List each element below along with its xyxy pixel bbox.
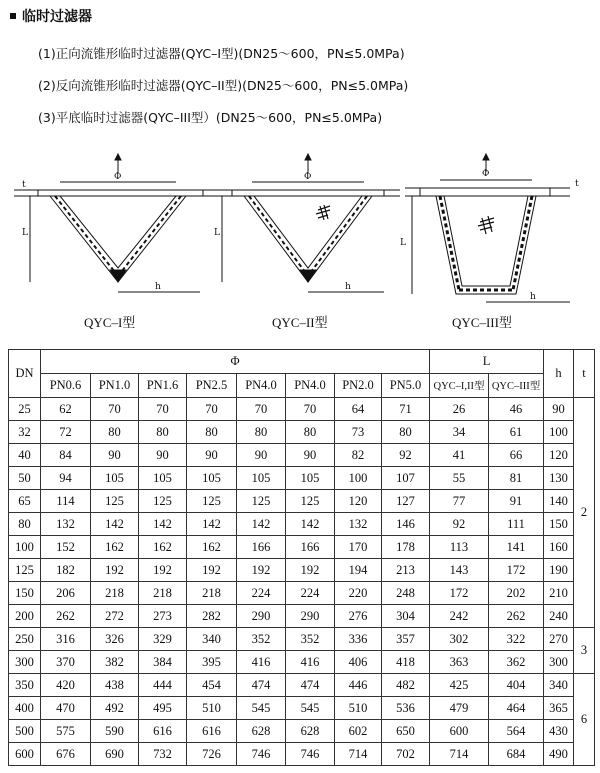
table-cell: 262	[489, 605, 544, 628]
caption-qyc-3: QYC–III型	[452, 315, 512, 330]
table-cell-t: 2	[574, 398, 595, 628]
table-cell: 142	[91, 513, 139, 536]
table-cell: 406	[335, 651, 382, 674]
table-cell: 702	[382, 743, 430, 766]
h-label-2: h	[345, 282, 351, 292]
table-cell: 80	[286, 421, 335, 444]
table-cell: 479	[430, 697, 489, 720]
table-cell: 90	[286, 444, 335, 467]
table-cell: 166	[237, 536, 286, 559]
table-cell: 192	[187, 559, 237, 582]
table-cell: 202	[489, 582, 544, 605]
table-cell: 362	[489, 651, 544, 674]
table-cell: 120	[335, 490, 382, 513]
table-cell: 80	[91, 421, 139, 444]
header-pn: PN1.0	[91, 374, 139, 398]
table-cell: 400	[9, 697, 41, 720]
table-cell: 142	[139, 513, 187, 536]
table-cell: 248	[382, 582, 430, 605]
table-cell: 105	[139, 467, 187, 490]
table-cell: 90	[91, 444, 139, 467]
table-cell: 130	[544, 467, 574, 490]
table-row	[9, 559, 595, 582]
table-cell: 262	[41, 605, 91, 628]
table-cell: 464	[489, 697, 544, 720]
table-cell: 105	[237, 467, 286, 490]
table-cell: 100	[9, 536, 41, 559]
table-cell: 684	[489, 743, 544, 766]
table-cell: 162	[139, 536, 187, 559]
header-t: t	[574, 350, 595, 398]
table-cell: 357	[382, 628, 430, 651]
table-cell: 340	[187, 628, 237, 651]
header-pn: PN0.6	[41, 374, 91, 398]
table-cell: 100	[335, 467, 382, 490]
table-cell: 64	[335, 398, 382, 421]
table-cell: 182	[41, 559, 91, 582]
dimension-table	[8, 349, 595, 766]
table-cell: 590	[91, 720, 139, 743]
table-cell: 152	[41, 536, 91, 559]
table-cell: 438	[91, 674, 139, 697]
table-cell: 300	[9, 651, 41, 674]
table-cell: 302	[430, 628, 489, 651]
table-cell: 72	[41, 421, 91, 444]
table-row	[9, 444, 595, 467]
table-cell: 160	[544, 536, 574, 559]
caption-qyc-2: QYC–II型	[272, 315, 328, 330]
table-cell: 224	[286, 582, 335, 605]
table-cell: 192	[91, 559, 139, 582]
table-cell: 454	[187, 674, 237, 697]
table-cell: 92	[382, 444, 430, 467]
header-pn: PN1.6	[139, 374, 187, 398]
table-cell-t: 6	[574, 674, 595, 766]
table-cell: 206	[41, 582, 91, 605]
l-label-1: L	[22, 228, 28, 238]
table-row	[9, 398, 595, 421]
table-cell: 676	[41, 743, 91, 766]
table-cell: 650	[382, 720, 430, 743]
table-cell: 80	[9, 513, 41, 536]
table-cell: 66	[489, 444, 544, 467]
table-cell: 105	[187, 467, 237, 490]
table-row	[9, 605, 595, 628]
table-cell: 70	[187, 398, 237, 421]
table-cell: 107	[382, 467, 430, 490]
table-cell: 190	[544, 559, 574, 582]
table-cell: 474	[286, 674, 335, 697]
table-cell: 194	[335, 559, 382, 582]
table-row	[9, 467, 595, 490]
table-cell: 142	[237, 513, 286, 536]
table-cell: 272	[91, 605, 139, 628]
table-cell: 404	[489, 674, 544, 697]
table-cell: 90	[187, 444, 237, 467]
table-cell: 326	[91, 628, 139, 651]
table-body	[9, 398, 595, 766]
table-cell: 150	[9, 582, 41, 605]
table-cell: 490	[544, 743, 574, 766]
item-2: (2)反向流锥形临时过滤器(QYC–II型)(DN25～600，PN≤5.0MPa)	[38, 78, 409, 93]
table-cell: 141	[489, 536, 544, 559]
table-cell: 370	[41, 651, 91, 674]
table-cell: 545	[286, 697, 335, 720]
table-cell: 113	[430, 536, 489, 559]
t-label-3: t	[575, 179, 579, 189]
table-row	[9, 743, 595, 766]
table-cell: 690	[91, 743, 139, 766]
table-cell: 82	[335, 444, 382, 467]
table-cell: 224	[237, 582, 286, 605]
table-cell: 714	[335, 743, 382, 766]
table-cell: 170	[335, 536, 382, 559]
table-row	[9, 582, 595, 605]
table-cell: 146	[382, 513, 430, 536]
table-cell: 430	[544, 720, 574, 743]
table-row	[9, 674, 595, 697]
table-cell: 210	[544, 582, 574, 605]
table-cell: 125	[237, 490, 286, 513]
bullet-icon	[10, 13, 16, 19]
section-title	[10, 6, 92, 26]
table-cell: 55	[430, 467, 489, 490]
table-cell: 77	[430, 490, 489, 513]
table-cell: 200	[9, 605, 41, 628]
header-pn: PN4.0	[286, 374, 335, 398]
table-cell: 192	[139, 559, 187, 582]
table-cell: 616	[187, 720, 237, 743]
table-cell: 166	[286, 536, 335, 559]
h-label-3: h	[530, 292, 536, 302]
table-cell: 365	[544, 697, 574, 720]
table-cell: 536	[382, 697, 430, 720]
table-cell: 46	[489, 398, 544, 421]
table-cell: 50	[9, 467, 41, 490]
table-cell: 127	[382, 490, 430, 513]
table-cell: 726	[187, 743, 237, 766]
table-cell: 125	[139, 490, 187, 513]
table-cell: 32	[9, 421, 41, 444]
table-cell: 172	[489, 559, 544, 582]
table-cell: 714	[430, 743, 489, 766]
table-cell: 495	[139, 697, 187, 720]
table-cell: 416	[286, 651, 335, 674]
table-cell: 70	[286, 398, 335, 421]
table-cell: 732	[139, 743, 187, 766]
table-cell: 70	[139, 398, 187, 421]
table-cell: 276	[335, 605, 382, 628]
caption-qyc-1: QYC–I型	[84, 315, 136, 330]
table-cell: 416	[237, 651, 286, 674]
table-cell: 363	[430, 651, 489, 674]
table-cell: 616	[139, 720, 187, 743]
table-cell: 125	[286, 490, 335, 513]
table-cell: 62	[41, 398, 91, 421]
table-cell: 746	[286, 743, 335, 766]
table-cell: 384	[139, 651, 187, 674]
table-cell: 600	[430, 720, 489, 743]
table-cell: 418	[382, 651, 430, 674]
table-cell: 250	[9, 628, 41, 651]
table-cell: 132	[335, 513, 382, 536]
table-cell: 336	[335, 628, 382, 651]
table-cell: 304	[382, 605, 430, 628]
item-1: (1)正向流锥形临时过滤器(QYC–I型)(DN25～600，PN≤5.0MPa)	[38, 46, 405, 61]
table-cell: 150	[544, 513, 574, 536]
table-cell: 545	[237, 697, 286, 720]
h-label-1: h	[155, 282, 161, 292]
table-cell: 218	[187, 582, 237, 605]
table-cell: 218	[139, 582, 187, 605]
table-cell: 470	[41, 697, 91, 720]
table-cell: 162	[187, 536, 237, 559]
table-cell: 240	[544, 605, 574, 628]
table-cell: 142	[286, 513, 335, 536]
table-cell: 242	[430, 605, 489, 628]
table-cell: 105	[91, 467, 139, 490]
section-title-text: 临时过滤器	[22, 9, 92, 25]
table-cell: 510	[335, 697, 382, 720]
header-pn: PN5.0	[382, 374, 430, 398]
table-cell: 316	[41, 628, 91, 651]
table-cell: 105	[286, 467, 335, 490]
table-cell: 350	[9, 674, 41, 697]
header-dn: DN	[9, 350, 41, 398]
table-cell: 564	[489, 720, 544, 743]
table-cell: 34	[430, 421, 489, 444]
table-cell: 746	[237, 743, 286, 766]
table-cell: 395	[187, 651, 237, 674]
table-row	[9, 697, 595, 720]
table-cell: 220	[335, 582, 382, 605]
table-cell: 290	[237, 605, 286, 628]
header-pn: PN4.0	[237, 374, 286, 398]
table-cell: 71	[382, 398, 430, 421]
table-cell: 40	[9, 444, 41, 467]
table-cell: 41	[430, 444, 489, 467]
table-cell: 282	[187, 605, 237, 628]
table-cell: 425	[430, 674, 489, 697]
table-row	[9, 536, 595, 559]
table-cell: 90	[139, 444, 187, 467]
table-cell: 300	[544, 651, 574, 674]
table-cell: 70	[91, 398, 139, 421]
table-cell: 162	[91, 536, 139, 559]
table-cell: 91	[489, 490, 544, 513]
table-cell: 80	[382, 421, 430, 444]
table-cell: 329	[139, 628, 187, 651]
table-cell: 352	[286, 628, 335, 651]
table-cell: 90	[237, 444, 286, 467]
table-row	[9, 421, 595, 444]
table-cell: 600	[9, 743, 41, 766]
table-cell: 213	[382, 559, 430, 582]
table-cell: 218	[91, 582, 139, 605]
table-cell: 322	[489, 628, 544, 651]
table-cell: 100	[544, 421, 574, 444]
header-l-sub: QYC–I,II型	[430, 374, 489, 398]
table-cell: 73	[335, 421, 382, 444]
table-cell: 81	[489, 467, 544, 490]
table-cell: 273	[139, 605, 187, 628]
phi-label-3: Φ	[482, 169, 490, 179]
table-cell: 65	[9, 490, 41, 513]
table-cell: 84	[41, 444, 91, 467]
table-cell: 446	[335, 674, 382, 697]
table-cell: 352	[237, 628, 286, 651]
table-cell: 80	[237, 421, 286, 444]
table-cell: 420	[41, 674, 91, 697]
table-cell: 80	[139, 421, 187, 444]
table-cell: 120	[544, 444, 574, 467]
table-cell-t: 3	[574, 628, 595, 674]
table-cell: 270	[544, 628, 574, 651]
table-cell: 192	[286, 559, 335, 582]
table-cell: 172	[430, 582, 489, 605]
table-cell: 111	[489, 513, 544, 536]
l-label-2: L	[214, 228, 220, 238]
table-cell: 192	[237, 559, 286, 582]
table-cell: 290	[286, 605, 335, 628]
table-cell: 382	[91, 651, 139, 674]
table-cell: 444	[139, 674, 187, 697]
table-cell: 92	[430, 513, 489, 536]
table-cell: 80	[187, 421, 237, 444]
table-cell: 61	[489, 421, 544, 444]
table-cell: 628	[237, 720, 286, 743]
t-label-1: t	[22, 180, 26, 190]
table-cell: 114	[41, 490, 91, 513]
table-cell: 26	[430, 398, 489, 421]
phi-label-1: Φ	[114, 172, 122, 182]
table-cell: 94	[41, 467, 91, 490]
header-h: h	[544, 350, 574, 398]
table-cell: 500	[9, 720, 41, 743]
table-cell: 628	[286, 720, 335, 743]
header-pn: PN2.0	[335, 374, 382, 398]
header-l-sub: QYC–III型	[489, 374, 544, 398]
table-cell: 602	[335, 720, 382, 743]
table-cell: 340	[544, 674, 574, 697]
table-cell: 70	[237, 398, 286, 421]
l-label-3: L	[400, 238, 406, 248]
table-cell: 142	[187, 513, 237, 536]
item-3: (3)平底临时过滤器(QYC–III型）(DN25～600，PN≤5.0MPa)	[38, 110, 383, 125]
table-cell: 510	[187, 697, 237, 720]
table-cell: 125	[9, 559, 41, 582]
phi-label-2: Φ	[304, 172, 312, 182]
table-cell: 25	[9, 398, 41, 421]
header-pn: PN2.5	[187, 374, 237, 398]
table-cell: 125	[187, 490, 237, 513]
table-cell: 90	[544, 398, 574, 421]
table-cell: 474	[237, 674, 286, 697]
table-cell: 140	[544, 490, 574, 513]
table-cell: 132	[41, 513, 91, 536]
header-phi: Φ	[41, 350, 430, 374]
table-row	[9, 513, 595, 536]
table-cell: 492	[91, 697, 139, 720]
table-row	[9, 490, 595, 513]
table-cell: 143	[430, 559, 489, 582]
table-cell: 178	[382, 536, 430, 559]
table-cell: 482	[382, 674, 430, 697]
table-row	[9, 628, 595, 651]
header-l: L	[430, 350, 544, 374]
table-cell: 575	[41, 720, 91, 743]
table-row	[9, 651, 595, 674]
table-cell: 125	[91, 490, 139, 513]
table-row	[9, 720, 595, 743]
